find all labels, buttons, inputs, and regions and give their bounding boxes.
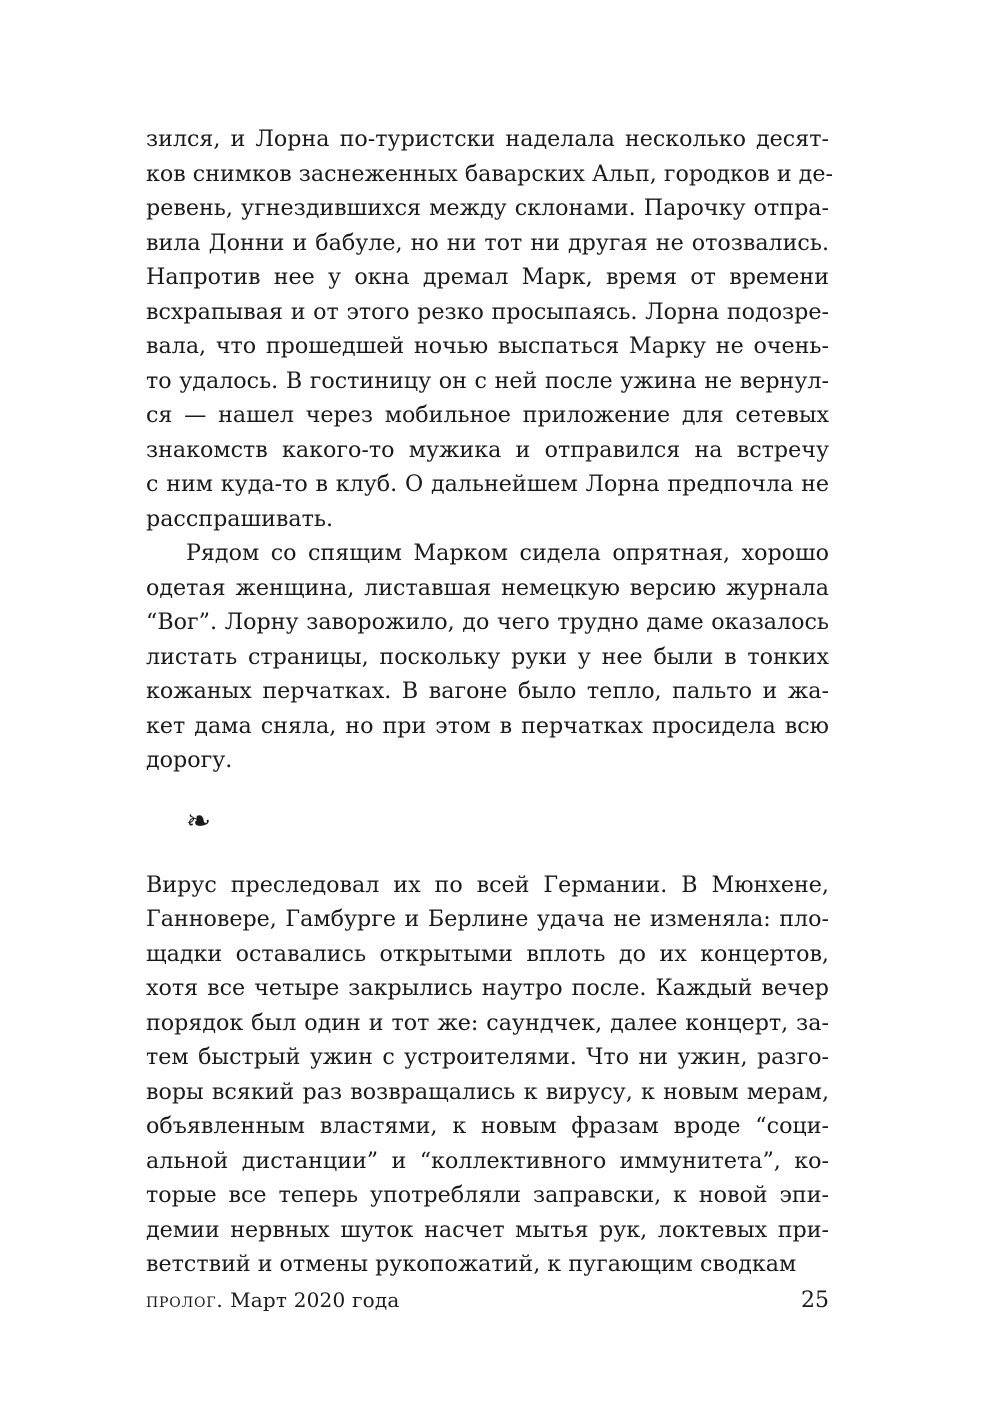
text-line: листать страницы, поскольку руки у нее были в тонких	[146, 643, 829, 670]
text-line: объявленным властями, к новым фразам вроде “соци-	[146, 1113, 829, 1139]
text-line: с ним куда-то в клуб. О дальнейшем Лорна предпочла не	[146, 471, 829, 497]
text-line: ревень, угнездившихся между склонами. Парочку отпра-	[146, 195, 829, 221]
page-number: 25	[801, 1288, 829, 1313]
text-line: расспрашивать.	[146, 505, 334, 532]
text-line: Ганновере, Гамбурге и Берлине удача не изменяла: пло-	[146, 906, 829, 932]
text-line: тем быстрый ужин с устроителями. Что ни ужин, разго-	[146, 1044, 829, 1070]
text-line: всхрапывая и от этого резко просыпаясь. Лорна подозре-	[146, 298, 829, 325]
text-line: порядок был один и тот же: саундчек, далее концерт, за-	[146, 1009, 829, 1036]
text-line: кожаных перчатках. В вагоне было тепло, пальто и жа-	[146, 678, 829, 704]
text-line: воры всякий раз возвращались к вирусу, к новым мерам,	[146, 1078, 829, 1105]
text-line: Рядом со спящим Марком сидела опрятная, хорошо	[186, 540, 829, 566]
text-line: Напротив нее у окна дремал Марк, время от времени	[146, 264, 829, 290]
chapter-label: Март 2020 года	[230, 1288, 400, 1312]
text-line: знакомств какого-то мужика и отправился на встречу	[146, 436, 829, 463]
paragraph-2	[146, 536, 829, 778]
text-line: хотя все четыре закрылись наутро после. Каждый вечер	[146, 975, 829, 1001]
text-line: ветствий и отмены рукопожатий, к пугающим сводкам	[146, 1251, 797, 1277]
text-line: дорогу.	[146, 747, 233, 773]
text-line: щадки оставались открытыми вплоть до их концертов,	[146, 940, 829, 967]
running-title	[146, 1288, 400, 1312]
text-line: “Вог”. Лорну заворожило, до чего трудно даме оказалось	[146, 609, 829, 635]
text-line: ся — нашел через мобильное приложение для сетевых	[146, 402, 829, 428]
paragraph-3	[146, 868, 829, 1282]
text-line: одетая женщина, листавшая немецкую версию журнала	[146, 574, 829, 601]
running-footer	[146, 1288, 829, 1318]
text-line: вала, что прошедшей ночью выспаться Марку не очень-	[146, 333, 829, 359]
paragraph-1	[146, 122, 833, 536]
text-line: демии нервных шуток насчет мытья рук, локтевых при-	[146, 1216, 829, 1243]
text-line: то удалось. В гостиницу он с ней после ужина не вернул-	[146, 367, 829, 394]
text-line: ков снимков заснеженных баварских Альп, городков и де-	[146, 160, 833, 187]
page-body	[146, 122, 833, 1282]
text-line: торые все теперь употребляли заправски, к новой эпи-	[146, 1182, 829, 1208]
text-line: Вирус преследовал их по всей Германии. В Мюнхене,	[146, 871, 829, 898]
section-label: пролог.	[146, 1288, 224, 1312]
text-line: кет дама сняла, но при этом в перчатках просидела всю	[146, 712, 829, 739]
text-line: зился, и Лорна по-туристски наделала несколько десят-	[146, 126, 829, 152]
text-line: альной дистанции” и “коллективного иммунитета”, ко-	[146, 1147, 829, 1174]
section-ornament-icon: ❧	[186, 803, 212, 839]
text-line: вила Донни и бабуле, но ни тот ни другая не отозвались.	[146, 229, 829, 256]
